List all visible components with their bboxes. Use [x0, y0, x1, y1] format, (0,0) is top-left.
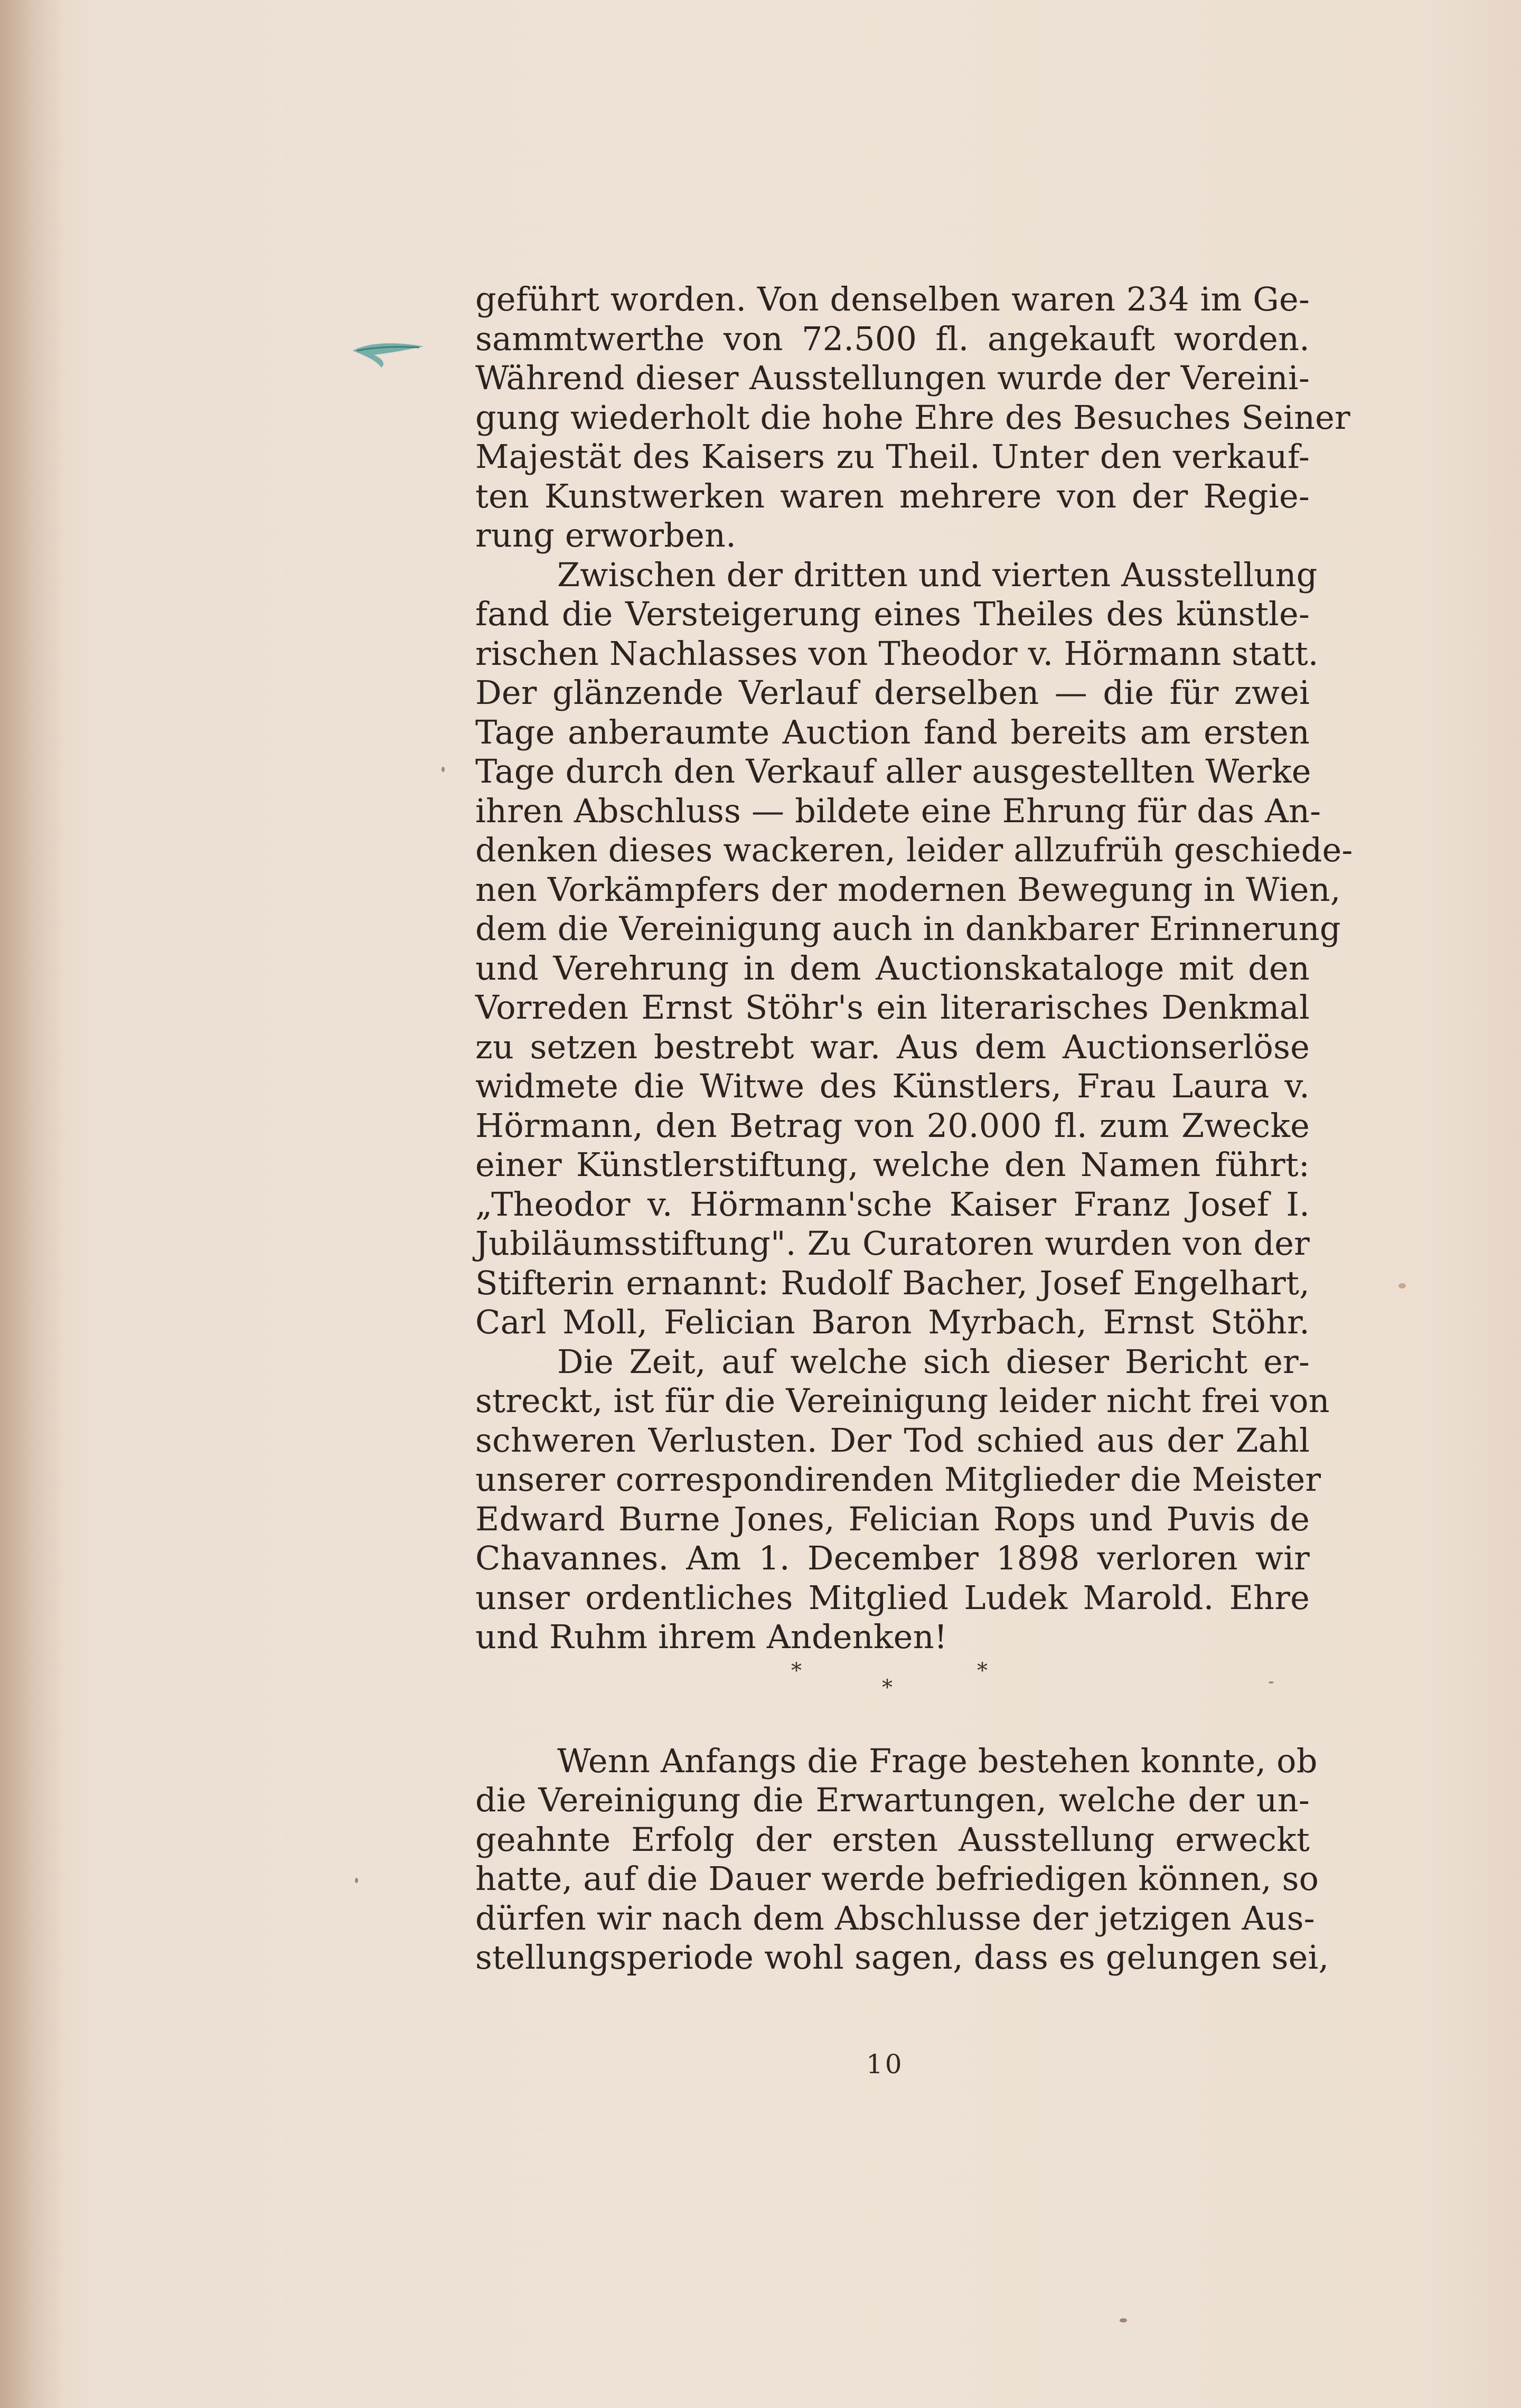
text-line: Hörmann, den Betrag von 20.000 fl. zum Zwecke	[475, 1106, 1310, 1145]
text-line: gung wiederholt die hohe Ehre des Besuches Seiner	[475, 398, 1350, 437]
text-line: sammtwerthe von 72.500 fl. angekauft worden.	[475, 319, 1310, 358]
text-line: widmete die Witwe des Künstlers, Frau Laura v.	[475, 1067, 1310, 1105]
text-line: geahnte Erfolg der ersten Ausstellung erweckt	[475, 1820, 1310, 1859]
separator-asterisk: *	[791, 1658, 802, 1683]
text-line: rung erworben.	[475, 516, 737, 554]
text-line: hatte, auf die Dauer werde befriedigen können, so	[475, 1859, 1319, 1898]
text-line: Carl Moll, Felician Baron Myrbach, Ernst Stöhr.	[475, 1303, 1310, 1341]
text-line: einer Künstlerstiftung, welche den Namen führt:	[475, 1145, 1310, 1184]
paper-speck	[355, 1878, 358, 1883]
text-line: Der glänzende Verlauf derselben — die für zwei	[475, 673, 1310, 712]
text-line: Jubiläumsstiftung". Zu Curatoren wurden von der	[475, 1224, 1310, 1263]
text-line: die Vereinigung die Erwartungen, welche der un-	[475, 1781, 1310, 1819]
text-line: rischen Nachlasses von Theodor v. Hörmann statt.	[475, 634, 1319, 673]
text-section-2	[475, 1741, 1329, 1978]
text-line: unser ordentliches Mitglied Ludek Marold. Ehre	[475, 1578, 1310, 1617]
text-line: Während dieser Ausstellungen wurde der Vereini-	[475, 359, 1310, 397]
text-line: zu setzen bestrebt war. Aus dem Auctionserlöse	[475, 1027, 1310, 1066]
text-line: Tage durch den Verkauf aller ausgestellten Werke	[475, 752, 1311, 791]
paper-edge-shadow	[0, 0, 63, 2408]
text-line: Die Zeit, auf welche sich dieser Bericht er-	[557, 1342, 1310, 1381]
text-line: und Ruhm ihrem Andenken!	[475, 1617, 947, 1656]
page-number: 10	[866, 2049, 904, 2080]
text-line: ten Kunstwerken waren mehrere von der Regie-	[475, 476, 1310, 515]
separator-asterisk: *	[882, 1675, 893, 1700]
text-line: stellungsperiode wohl sagen, dass es gelungen sei,	[475, 1938, 1329, 1977]
text-line: schweren Verlusten. Der Tod schied aus der Zahl	[475, 1421, 1310, 1460]
text-line: nen Vorkämpfers der modernen Bewegung in Wien,	[475, 870, 1341, 909]
text-line: Wenn Anfangs die Frage bestehen konnte, ob	[557, 1741, 1318, 1780]
text-line: streckt, ist für die Vereinigung leider nicht frei von	[475, 1381, 1330, 1420]
text-line: fand die Versteigerung eines Theiles des künstle-	[475, 595, 1310, 633]
text-line: und Verehrung in dem Auctionskataloge mit den	[475, 948, 1310, 987]
text-line: Stifterin ernannt: Rudolf Bacher, Josef Engelhart,	[475, 1263, 1310, 1302]
text-line: unserer correspondirenden Mitglieder die Meister	[475, 1460, 1321, 1499]
text-line: Majestät des Kaisers zu Theil. Unter den verkauf-	[475, 437, 1310, 476]
text-line: geführt worden. Von denselben waren 234 im Ge-	[475, 280, 1310, 318]
text-line: Tage anberaumte Auction fand bereits am ersten	[475, 712, 1310, 751]
paper-speck	[1398, 1283, 1406, 1288]
paper-speck	[1120, 2318, 1127, 2322]
text-line: Zwischen der dritten und vierten Ausstellung	[557, 555, 1318, 594]
section-separator	[475, 1657, 1310, 1720]
text-line: denken dieses wackeren, leider allzufrüh geschiede-	[475, 831, 1353, 869]
text-line: dem die Vereinigung auch in dankbarer Erinnerung	[475, 909, 1341, 948]
text-line: Edward Burne Jones, Felician Rops und Puvis de	[475, 1499, 1310, 1538]
text-line: Vorreden Ernst Stöhr's ein literarisches Denkmal	[475, 988, 1310, 1027]
body-text	[475, 280, 1353, 1978]
leaf-ornament-icon	[350, 337, 429, 369]
text-line: Chavannes. Am 1. December 1898 verloren wir	[475, 1539, 1310, 1577]
paper-speck	[442, 767, 445, 772]
text-section-1	[475, 280, 1353, 1657]
text-line: „Theodor v. Hörmann'sche Kaiser Franz Josef I.	[475, 1184, 1310, 1224]
text-line: ihren Abschluss — bildete eine Ehrung für das An-	[475, 791, 1321, 830]
separator-asterisk: *	[977, 1658, 988, 1683]
text-line: dürfen wir nach dem Abschlusse der jetzigen Aus-	[475, 1898, 1315, 1937]
